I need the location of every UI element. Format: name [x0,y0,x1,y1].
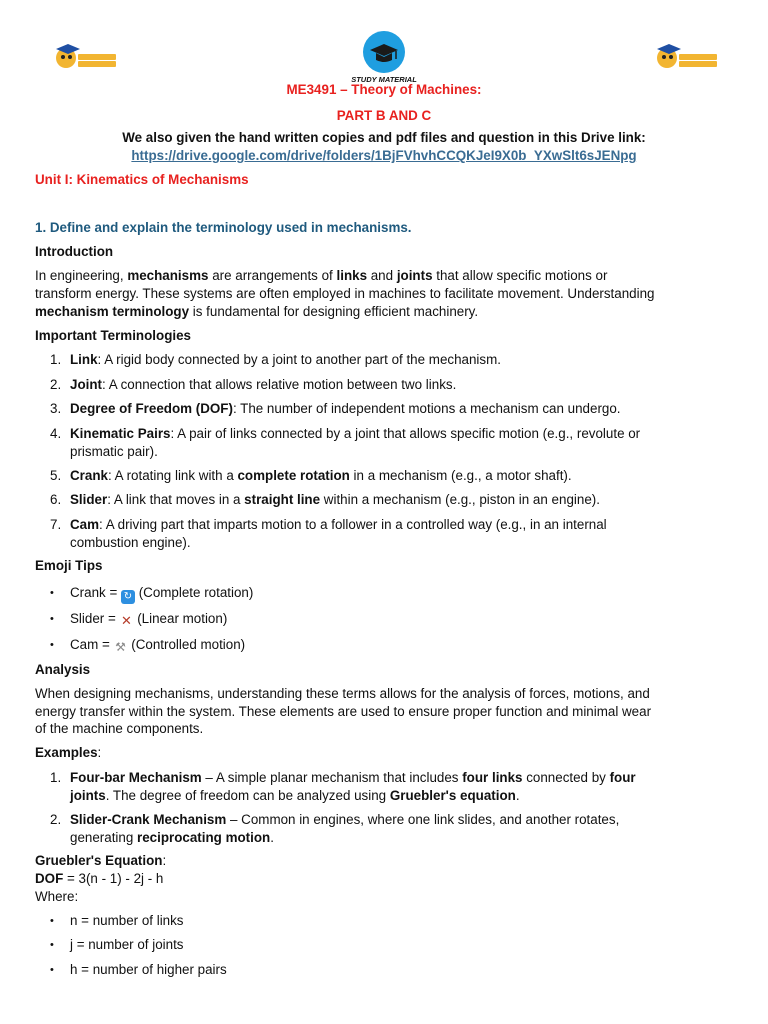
list-item: 2. Slider-Crank Mechanism – Common in engines, where one link slides, and another rotates, generating reciprocating motion. [50,812,620,845]
list-item: • n = number of links [50,913,184,928]
wrench-icon: ⚒ [115,640,126,654]
emoji-tips-heading: Emoji Tips [35,558,103,573]
drive-note: We also given the hand written copies and pdf files and question in this Drive link: [122,130,646,145]
rotation-arrows-icon: ↻ [121,590,135,604]
where-label: Where: [35,889,79,904]
terminologies-heading: Important Terminologies [35,328,191,343]
drive-link[interactable]: https://drive.google.com/drive/folders/1BjFVhvhCCQKJeI9X0b_YXwSlt6sJENpg [131,148,637,163]
analysis-line-1: When designing mechanisms, understanding these terms allows for the analysis of forces, motions, and [35,686,650,701]
intro-line-2: transform energy. These systems are often employed in machines to facilitate movement. Understanding [35,286,655,301]
list-item: 4. Kinematic Pairs: A pair of links connected by a joint that allows specific motion (e.g., revolute or prismatic pair). [50,426,641,459]
list-item: 1. Link: A rigid body connected by a joint to another part of the mechanism. [50,352,501,367]
list-item: • j = number of joints [50,937,184,952]
question-heading: 1. Define and explain the terminology used in mechanisms. [35,220,412,235]
dof-formula: DOF = 3(n - 1) - 2j - h [35,871,164,886]
list-item: 5. Crank: A rotating link with a complete rotation in a mechanism (e.g., a motor shaft). [50,468,572,483]
list-item: • h = number of higher pairs [50,962,227,977]
unit-title: Unit I: Kinematics of Mechanisms [35,172,249,187]
analysis-line-3: of the machine components. [35,721,204,736]
brand-label: STUDY MATERIAL [351,75,417,84]
analysis-heading: Analysis [35,662,91,677]
study-material-logo-left [52,40,118,74]
list-item: 3. Degree of Freedom (DOF): The number of independent motions a mechanism can undergo. [50,401,621,416]
study-material-logo-right [653,40,719,74]
introduction-heading: Introduction [35,244,114,259]
intro-line-1: In engineering, mechanisms are arrangements of links and joints that allow specific motions or [35,268,608,283]
intro-line-3: mechanism terminology is fundamental for designing efficient machinery. [35,304,479,319]
list-item: • Slider = ✕ (Linear motion) [50,611,228,628]
examples-heading: Examples: [35,745,102,760]
list-item: • Crank = ↻ (Complete rotation) [50,585,254,602]
list-item: 6. Slider: A link that moves in a straight line within a mechanism (e.g., piston in an engine). [50,492,600,507]
course-title: ME3491 – Theory of Machines: [286,82,482,97]
part-label: PART B AND C [336,108,432,123]
tools-icon: ✕ [121,613,132,628]
gruebler-heading: Gruebler's Equation: [35,853,167,868]
list-item: 7. Cam: A driving part that imparts motion to a follower in a controlled way (e.g., in an internal combustion engine). [50,517,607,550]
list-item: 1. Four-bar Mechanism – A simple planar mechanism that includes four links connected by four joints. The degree of freedom can be analyzed using Gruebler's equation. [50,770,636,803]
list-item: 2. Joint: A connection that allows relative motion between two links. [50,377,457,392]
analysis-line-2: energy transfer within the system. These elements are used to ensure proper function and minimal wear [35,704,652,719]
list-item: • Cam = ⚒ (Controlled motion) [50,637,246,654]
